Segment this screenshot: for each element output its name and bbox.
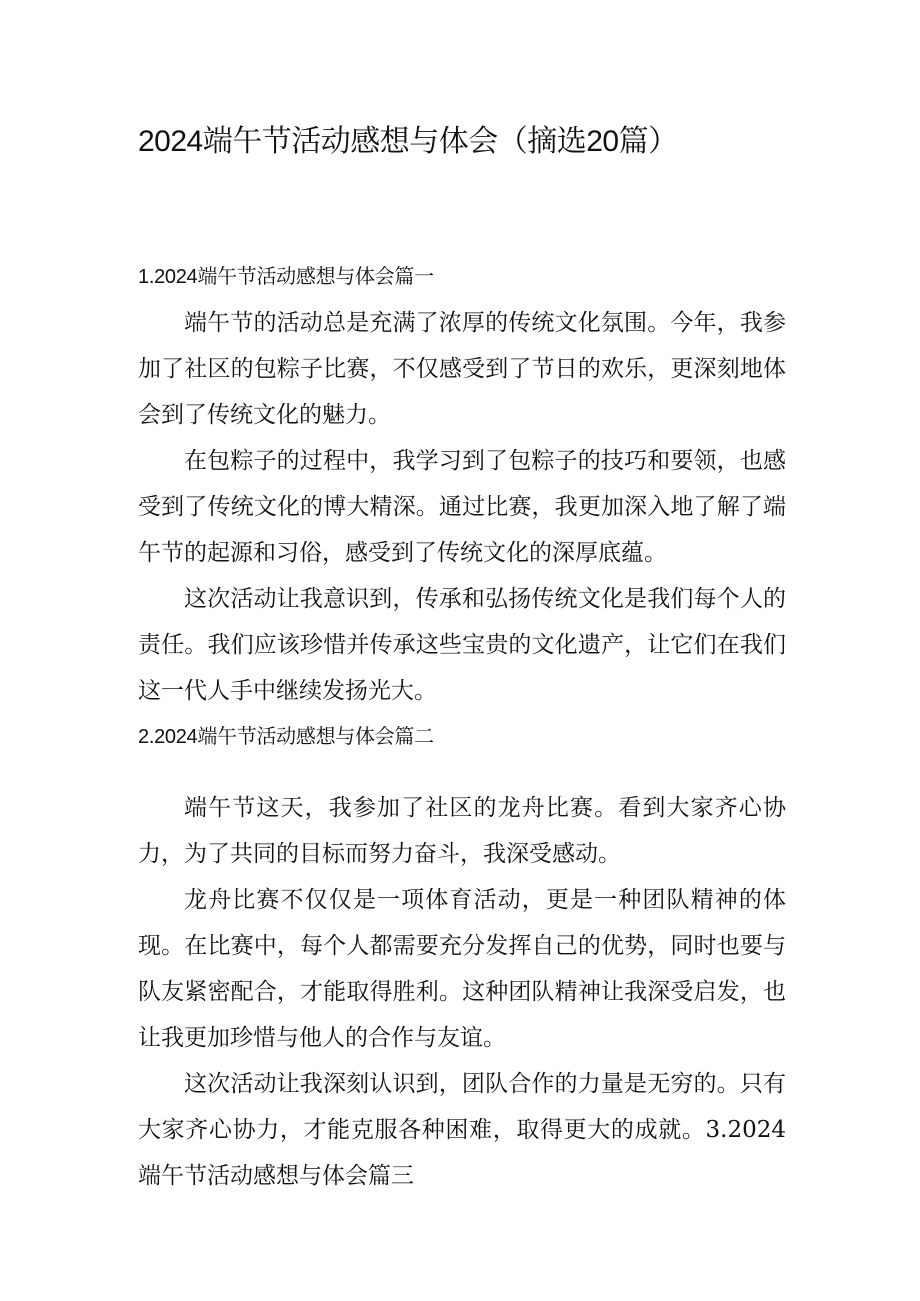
paragraph: 端午节这天，我参加了社区的龙舟比赛。看到大家齐心协力，为了共同的目标而努力奋斗，我深受感动。: [138, 795, 786, 867]
paragraph: 这次活动让我深刻认识到，团队合作的力量是无穷的。只有大家齐心协力，才能克服各种困难，取得更大的成就。3.2024端午节活动感想与体会篇三: [138, 1071, 786, 1189]
section-spacer: [138, 760, 786, 785]
section-1: [138, 254, 786, 714]
document-body: [138, 254, 786, 1199]
paragraph: 在包粽子的过程中，我学习到了包粽子的技巧和要领，也感受到了传统文化的博大精深。通过比赛，我更加深入地了解了端午节的起源和习俗，感受到了传统文化的深厚底蕴。: [138, 448, 786, 566]
document-title: 2024端午节活动感想与体会（摘选20篇）: [138, 125, 678, 158]
section-heading: 2.2024端午节活动感想与体会篇二: [138, 726, 434, 748]
paragraph: 龙舟比赛不仅仅是一项体育活动，更是一种团队精神的体现。在比赛中，每个人都需要充分发挥自己的优势，同时也要与队友紧密配合，才能取得胜利。这种团队精神让我深受启发，也让我更加珍惜与他人的合作与友谊。: [138, 887, 786, 1051]
paragraph: 这次活动让我意识到，传承和弘扬传统文化是我们每个人的责任。我们应该珍惜并传承这些宝贵的文化遗产，让它们在我们这一代人手中继续发扬光大。: [138, 586, 786, 704]
paragraph: 端午节的活动总是充满了浓厚的传统文化氛围。今年，我参加了社区的包粽子比赛，不仅感受到了节日的欢乐，更深刻地体会到了传统文化的魅力。: [138, 310, 786, 428]
section-2: [138, 714, 786, 1199]
section-heading: 1.2024端午节活动感想与体会篇一: [138, 266, 434, 288]
